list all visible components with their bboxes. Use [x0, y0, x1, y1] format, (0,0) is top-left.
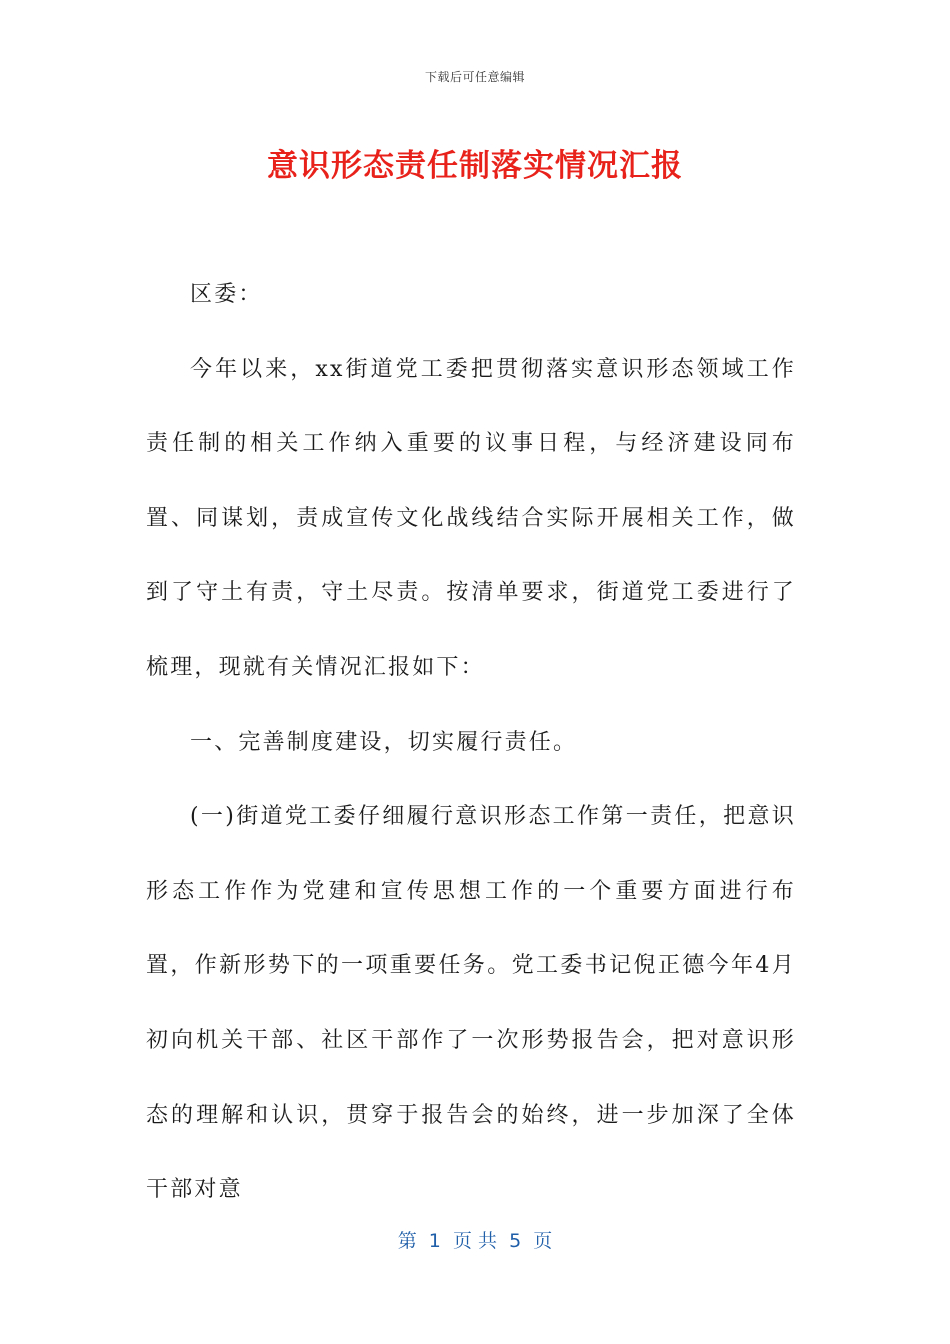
document-body: [146, 258, 796, 1228]
header-note: 下载后可任意编辑: [424, 70, 525, 84]
document-title: 意识形态责任制落实情况汇报: [267, 148, 683, 184]
page-indicator: 第 1 页 共 5 页: [397, 1230, 553, 1252]
paragraph-1-1: (一)街道党工委仔细履行意识形态工作第一责任，把意识形态工作作为党建和宣传思想工作的一个重要方面进行布置，作新形势下的一项重要任务。党工委书记倪正德今年4月初向机关干部、社区干部作了一次形势报告会，把对意识形态的理解和认识，贯穿于报告会的始终，进一步加深了全体干部对意: [146, 804, 796, 1203]
paragraph-intro: 今年以来，xx街道党工委把贯彻落实意识形态领域工作责任制的相关工作纳入重要的议事日程，与经济建设同布置、同谋划，责成宣传文化战线结合实际开展相关工作，做到了守土有责，守土尽责。按清单要求，街道党工委进行了梳理，现就有关情况汇报如下：: [146, 356, 796, 680]
section-heading-1: 一、完善制度建设，切实履行责任。: [190, 729, 578, 755]
salutation: 区委：: [190, 282, 263, 307]
